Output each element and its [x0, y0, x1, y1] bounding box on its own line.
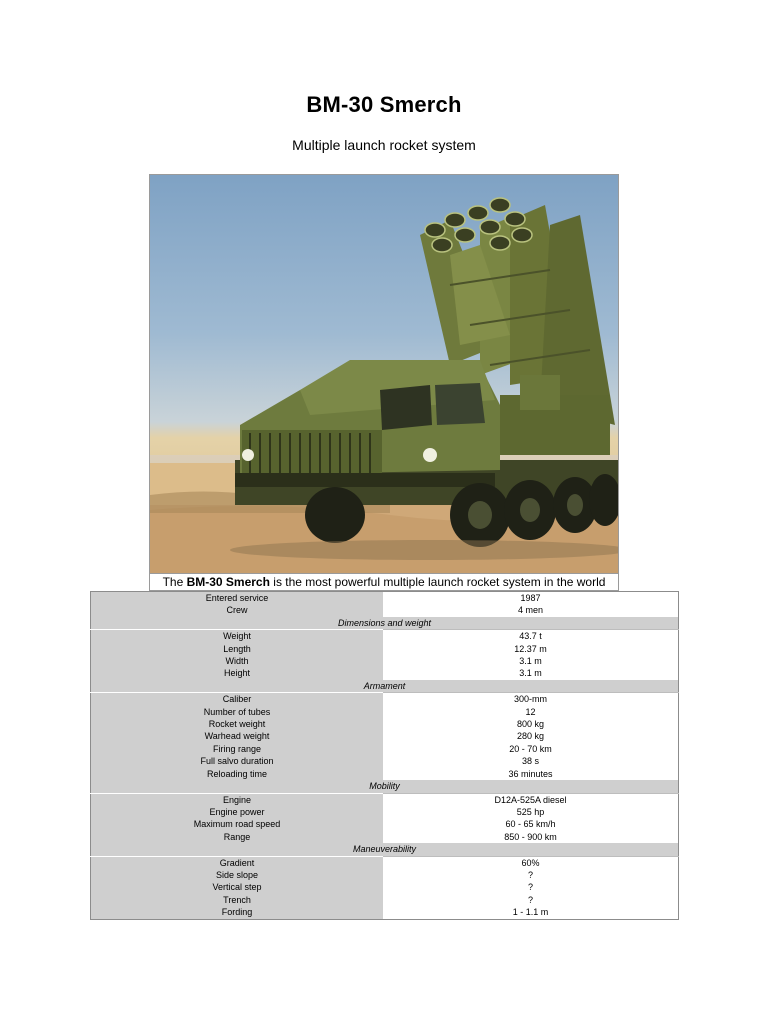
table-row — [91, 906, 679, 919]
spec-value: ? — [383, 869, 679, 881]
table-row — [91, 793, 679, 806]
table-row — [91, 869, 679, 881]
spec-label: Rocket weight — [91, 718, 384, 730]
spec-label: Width — [91, 655, 384, 667]
image-caption — [149, 574, 619, 591]
spec-value: 300-mm — [383, 693, 679, 706]
spec-label: Range — [91, 831, 384, 843]
spec-label: Side slope — [91, 869, 384, 881]
spec-value: 4 men — [383, 604, 679, 616]
spec-value: ? — [383, 894, 679, 906]
spec-value: 43.7 t — [383, 630, 679, 643]
spec-value: ? — [383, 881, 679, 893]
section-header-row — [91, 780, 679, 793]
spec-label: Warhead weight — [91, 730, 384, 742]
table-row — [91, 604, 679, 616]
spec-label: Caliber — [91, 693, 384, 706]
table-row — [91, 655, 679, 667]
table-row — [91, 806, 679, 818]
section-header-row — [91, 617, 679, 630]
spec-value: 1987 — [383, 592, 679, 605]
spec-label: Firing range — [91, 743, 384, 755]
spec-value: 12.37 m — [383, 643, 679, 655]
rocket-launcher-truck-image — [149, 174, 619, 574]
caption-text-bold: BM-30 Smerch — [186, 575, 270, 589]
table-row — [91, 693, 679, 706]
table-row — [91, 592, 679, 605]
table-row — [91, 743, 679, 755]
page-title: BM-30 Smerch — [306, 92, 462, 117]
table-row — [91, 856, 679, 869]
section-heading: Maneuverability — [91, 843, 679, 856]
spec-label: Full salvo duration — [91, 755, 384, 767]
spec-value: 38 s — [383, 755, 679, 767]
table-row — [91, 718, 679, 730]
section-header-row — [91, 680, 679, 693]
caption-text-pre: The — [162, 575, 187, 589]
table-row — [91, 755, 679, 767]
section-heading: Armament — [91, 680, 679, 693]
table-row — [91, 768, 679, 780]
spec-label: Vertical step — [91, 881, 384, 893]
spec-value: 1 - 1.1 m — [383, 906, 679, 919]
spec-label: Length — [91, 643, 384, 655]
spec-label: Number of tubes — [91, 706, 384, 718]
spec-value: 3.1 m — [383, 655, 679, 667]
spec-label: Maximum road speed — [91, 818, 384, 830]
spec-label: Crew — [91, 604, 384, 616]
spec-value: 850 - 900 km — [383, 831, 679, 843]
table-row — [91, 706, 679, 718]
spec-value: 12 — [383, 706, 679, 718]
spec-label: Engine power — [91, 806, 384, 818]
spec-value: 280 kg — [383, 730, 679, 742]
section-header-row — [91, 843, 679, 856]
table-row — [91, 818, 679, 830]
spec-value: D12A-525A diesel — [383, 793, 679, 806]
spec-value: 800 kg — [383, 718, 679, 730]
table-row — [91, 630, 679, 643]
table-row — [91, 894, 679, 906]
spec-value: 525 hp — [383, 806, 679, 818]
table-row — [91, 730, 679, 742]
table-row — [91, 643, 679, 655]
specifications-table — [90, 591, 679, 920]
page-subtitle: Multiple launch rocket system — [292, 137, 476, 153]
spec-value: 3.1 m — [383, 667, 679, 679]
spec-value: 36 minutes — [383, 768, 679, 780]
caption-text-post: is the most powerful multiple launch rocket system in the world — [269, 575, 606, 589]
spec-label: Engine — [91, 793, 384, 806]
spec-label: Trench — [91, 894, 384, 906]
table-row — [91, 881, 679, 893]
spec-value: 60% — [383, 856, 679, 869]
table-row — [91, 831, 679, 843]
spec-label: Entered service — [91, 592, 384, 605]
spec-label: Fording — [91, 906, 384, 919]
spec-label: Reloading time — [91, 768, 384, 780]
spec-value: 20 - 70 km — [383, 743, 679, 755]
spec-value: 60 - 65 km/h — [383, 818, 679, 830]
spec-label: Height — [91, 667, 384, 679]
section-heading: Dimensions and weight — [91, 617, 679, 630]
spec-label: Gradient — [91, 856, 384, 869]
table-row — [91, 667, 679, 679]
section-heading: Mobility — [91, 780, 679, 793]
spec-label: Weight — [91, 630, 384, 643]
